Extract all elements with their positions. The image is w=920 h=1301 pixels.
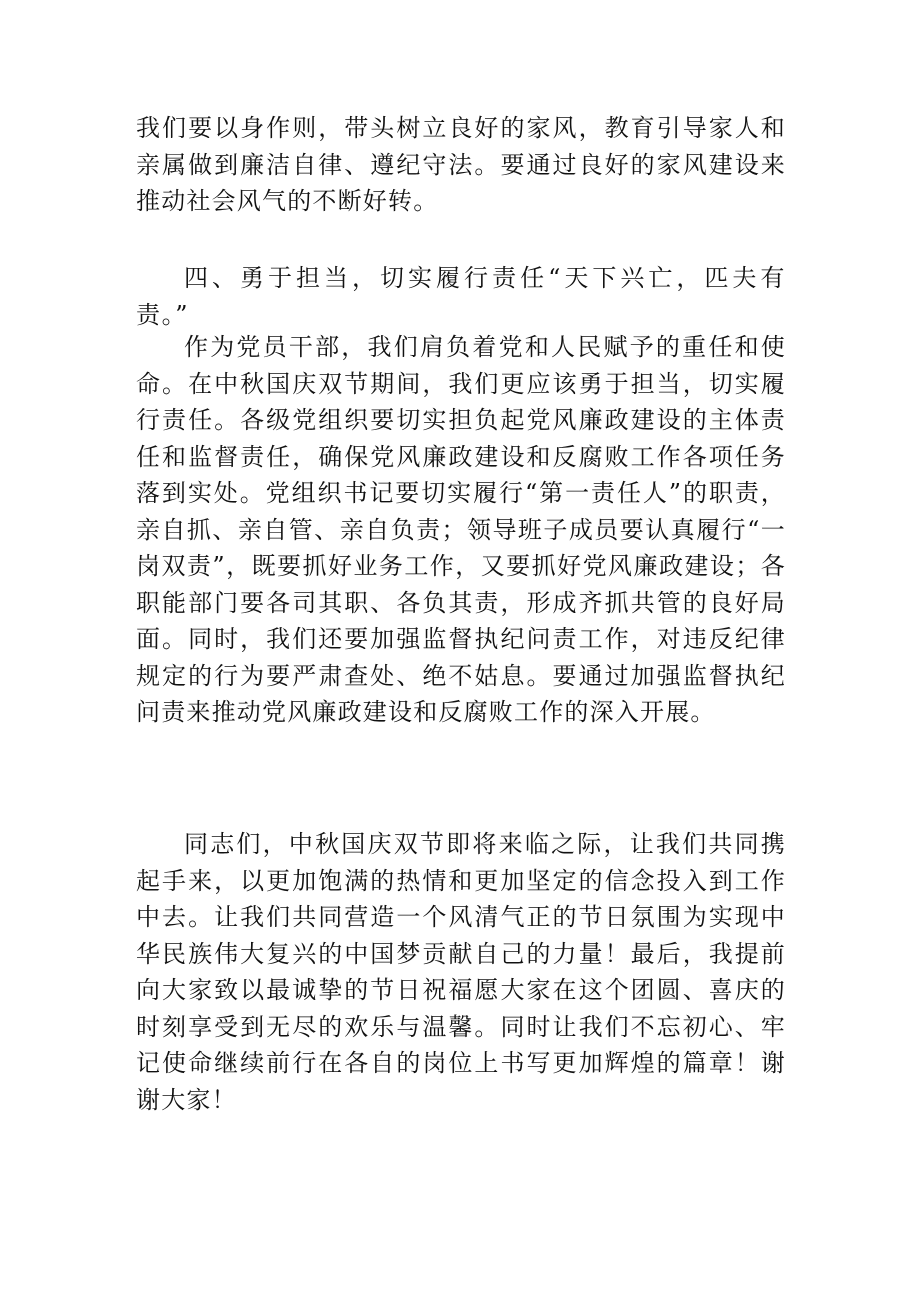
section-heading: 四、勇于担当，切实履行责任“天下兴亡，匹夫有责。”	[136, 264, 786, 329]
paragraph-responsibility: 作为党员干部，我们肩负着党和人民赋予的重任和使命。在中秋国庆双节期间，我们更应该勇于担当，切实履行责任。各级党组织要切实担负起党风廉政建设的主体责任和监督责任，确保党风廉政建设和反腐败工作各项任务落到实处。党组织书记要切实履行“第一责任人”的职责，亲自抓、亲自管、亲自负责；领导班子成员要认真履行“一岗双责”，既要抓好业务工作，又要抓好党风廉政建设；各职能部门要各司其职、各负其责，形成齐抓共管的良好局面。同时，我们还要加强监督执纪问责工作，对违反纪律规定的行为要严肃查处、绝不姑息。要通过加强监督执纪问责来推动党风廉政建设和反腐败工作的深入开展。	[136, 333, 786, 726]
paragraph-closing: 同志们，中秋国庆双节即将来临之际，让我们共同携起手来，以更加饱满的热情和更加坚定的信念投入到工作中去。让我们共同营造一个风清气正的节日氛围为实现中华民族伟大复兴的中国梦贡献自己的力量！最后，我提前向大家致以最诚挚的节日祝福愿大家在这个团圆、喜庆的时刻享受到无尽的欢乐与温馨。同时让我们不忘初心、牢记使命继续前行在各自的岗位上书写更加辉煌的篇章！谢谢大家！	[136, 830, 786, 1114]
paragraph-family-style: 我们要以身作则，带头树立良好的家风，教育引导家人和亲属做到廉洁自律、遵纪守法。要通过良好的家风建设来推动社会风气的不断好转。	[136, 114, 786, 215]
